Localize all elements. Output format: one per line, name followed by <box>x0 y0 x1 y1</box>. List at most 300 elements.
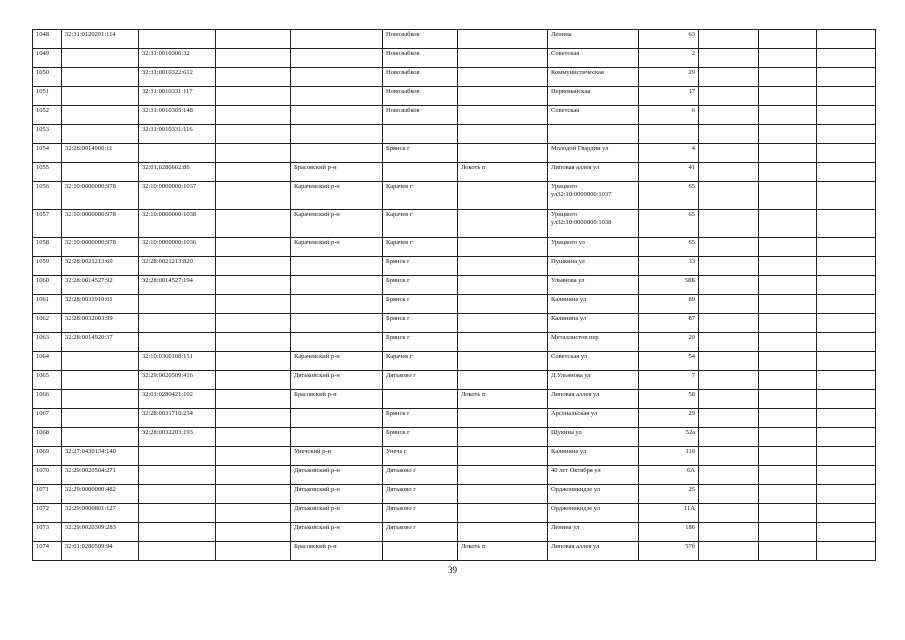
district-cell: Брасовский р-н <box>291 542 383 561</box>
house-number-cell: 65 <box>639 182 699 210</box>
col-12-cell <box>759 371 817 390</box>
row-number-cell: 1069 <box>33 447 62 466</box>
city-cell: Брянск г <box>383 295 458 314</box>
house-number-cell: 29 <box>639 68 699 87</box>
city-cell: Новозыбков <box>383 30 458 49</box>
col-13-cell <box>817 163 876 182</box>
col-4-cell <box>216 210 291 238</box>
col-11-cell <box>699 68 759 87</box>
cadastral-number-cell: 32:28:0021213:69 <box>62 257 139 276</box>
cadastral-number-cell <box>62 428 139 447</box>
col-13-cell <box>817 276 876 295</box>
street-cell: Металлистов пер <box>548 333 639 352</box>
cadastral-number-cell: 32:29:0000801:127 <box>62 504 139 523</box>
settlement-cell <box>458 523 548 542</box>
city-cell: Брянск г <box>383 428 458 447</box>
parcel-number-cell: 32:28:0014527:194 <box>139 276 216 295</box>
street-cell: Пушкина ул <box>548 257 639 276</box>
row-number-cell: 1061 <box>33 295 62 314</box>
col-4-cell <box>216 238 291 257</box>
district-cell: Дятьковский р-н <box>291 371 383 390</box>
parcel-number-cell: 32:31:0010306:32 <box>139 49 216 68</box>
col-13-cell <box>817 466 876 485</box>
city-cell: Новозыбков <box>383 87 458 106</box>
row-number-cell: 1072 <box>33 504 62 523</box>
row-number-cell: 1053 <box>33 125 62 144</box>
city-cell <box>383 542 458 561</box>
col-11-cell <box>699 49 759 68</box>
col-13-cell <box>817 125 876 144</box>
col-4-cell <box>216 276 291 295</box>
house-number-cell: 7 <box>639 371 699 390</box>
settlement-cell: Локоть п <box>458 542 548 561</box>
col-12-cell <box>759 68 817 87</box>
col-4-cell <box>216 314 291 333</box>
col-13-cell <box>817 504 876 523</box>
house-number-cell: 63 <box>639 30 699 49</box>
page-number: 39 <box>448 565 457 575</box>
street-cell: Калинина ул <box>548 447 639 466</box>
cadastral-number-cell: 32:29:0020309:283 <box>62 523 139 542</box>
street-cell: Ленина ул <box>548 523 639 542</box>
table-row <box>33 87 876 106</box>
col-11-cell <box>699 106 759 125</box>
city-cell: Дятьково г <box>383 523 458 542</box>
col-11-cell <box>699 504 759 523</box>
city-cell <box>383 163 458 182</box>
settlement-cell <box>458 87 548 106</box>
table-row <box>33 485 876 504</box>
cadastral-number-cell: 32:28:0014900:11 <box>62 144 139 163</box>
col-11-cell <box>699 485 759 504</box>
district-cell: Карачевский р-н <box>291 182 383 210</box>
street-cell: Урицкого ул32:10:0000000:1037 <box>548 182 639 210</box>
district-cell <box>291 144 383 163</box>
col-4-cell <box>216 352 291 371</box>
col-4-cell <box>216 68 291 87</box>
street-cell: Калинина ул <box>548 295 639 314</box>
col-12-cell <box>759 125 817 144</box>
col-12-cell <box>759 182 817 210</box>
house-number-cell <box>639 125 699 144</box>
table-row <box>33 182 876 210</box>
city-cell: Новозыбков <box>383 68 458 87</box>
district-cell <box>291 333 383 352</box>
street-cell <box>548 125 639 144</box>
city-cell: Дятьково г <box>383 504 458 523</box>
settlement-cell <box>458 409 548 428</box>
col-12-cell <box>759 106 817 125</box>
house-number-cell: 11А <box>639 504 699 523</box>
parcel-number-cell: 32:31:0010305:148 <box>139 106 216 125</box>
city-cell: Карачев г <box>383 352 458 371</box>
district-cell <box>291 409 383 428</box>
parcel-number-cell: 32:10:0360108:151 <box>139 352 216 371</box>
cadastral-number-cell <box>62 163 139 182</box>
col-4-cell <box>216 30 291 49</box>
city-cell <box>383 125 458 144</box>
col-13-cell <box>817 314 876 333</box>
parcel-number-cell: 32:29:0020509:416 <box>139 371 216 390</box>
parcel-number-cell <box>139 504 216 523</box>
col-12-cell <box>759 30 817 49</box>
registry-table <box>32 29 876 561</box>
house-number-cell: 33 <box>639 257 699 276</box>
col-13-cell <box>817 49 876 68</box>
col-4-cell <box>216 87 291 106</box>
city-cell: Карачев г <box>383 210 458 238</box>
row-number-cell: 1052 <box>33 106 62 125</box>
col-13-cell <box>817 428 876 447</box>
col-12-cell <box>759 485 817 504</box>
district-cell: Дятьковский р-н <box>291 504 383 523</box>
col-11-cell <box>699 409 759 428</box>
table-row <box>33 314 876 333</box>
district-cell <box>291 106 383 125</box>
row-number-cell: 1071 <box>33 485 62 504</box>
parcel-number-cell <box>139 144 216 163</box>
col-4-cell <box>216 125 291 144</box>
district-cell: Карачевский р-н <box>291 210 383 238</box>
street-cell: Липовая аллея ул <box>548 542 639 561</box>
row-number-cell: 1060 <box>33 276 62 295</box>
col-13-cell <box>817 542 876 561</box>
col-11-cell <box>699 163 759 182</box>
district-cell: Карачевский р-н <box>291 352 383 371</box>
settlement-cell <box>458 125 548 144</box>
row-number-cell: 1056 <box>33 182 62 210</box>
house-number-cell: 65 <box>639 238 699 257</box>
col-4-cell <box>216 163 291 182</box>
district-cell <box>291 49 383 68</box>
col-4-cell <box>216 182 291 210</box>
house-number-cell: 17 <box>639 87 699 106</box>
settlement-cell: Локоть п <box>458 390 548 409</box>
city-cell: Новозыбков <box>383 106 458 125</box>
col-11-cell <box>699 352 759 371</box>
table-row <box>33 333 876 352</box>
col-12-cell <box>759 333 817 352</box>
col-4-cell <box>216 371 291 390</box>
col-11-cell <box>699 523 759 542</box>
table-row <box>33 352 876 371</box>
cadastral-number-cell <box>62 390 139 409</box>
district-cell <box>291 314 383 333</box>
cadastral-number-cell: 32:10:0000000:978 <box>62 210 139 238</box>
city-cell: Дятьково г <box>383 485 458 504</box>
col-12-cell <box>759 504 817 523</box>
col-12-cell <box>759 447 817 466</box>
col-12-cell <box>759 238 817 257</box>
col-12-cell <box>759 352 817 371</box>
street-cell: Орджоникидзе ул <box>548 485 639 504</box>
row-number-cell: 1050 <box>33 68 62 87</box>
col-4-cell <box>216 390 291 409</box>
street-cell: 40 лет Октября ул <box>548 466 639 485</box>
table-row <box>33 125 876 144</box>
cadastral-number-cell <box>62 371 139 390</box>
table-row <box>33 257 876 276</box>
table-row <box>33 409 876 428</box>
col-13-cell <box>817 485 876 504</box>
row-number-cell: 1073 <box>33 523 62 542</box>
street-cell: Калинина ул <box>548 314 639 333</box>
col-11-cell <box>699 333 759 352</box>
table-row <box>33 68 876 87</box>
settlement-cell <box>458 49 548 68</box>
settlement-cell <box>458 68 548 87</box>
district-cell: Брасовский р-н <box>291 163 383 182</box>
street-cell: Урицкого ул <box>548 238 639 257</box>
district-cell <box>291 30 383 49</box>
cadastral-number-cell <box>62 68 139 87</box>
settlement-cell <box>458 257 548 276</box>
col-11-cell <box>699 390 759 409</box>
col-13-cell <box>817 30 876 49</box>
district-cell <box>291 295 383 314</box>
cadastral-number-cell <box>62 106 139 125</box>
col-13-cell <box>817 352 876 371</box>
parcel-number-cell: 32:28:0021213:820 <box>139 257 216 276</box>
house-number-cell: 6А <box>639 466 699 485</box>
table-row <box>33 210 876 238</box>
col-12-cell <box>759 87 817 106</box>
cadastral-number-cell <box>62 125 139 144</box>
street-cell: Ленина <box>548 30 639 49</box>
street-cell: Советская <box>548 49 639 68</box>
row-number-cell: 1059 <box>33 257 62 276</box>
parcel-number-cell <box>139 314 216 333</box>
col-11-cell <box>699 257 759 276</box>
col-11-cell <box>699 428 759 447</box>
cadastral-number-cell: 32:10:0000000:978 <box>62 238 139 257</box>
row-number-cell: 1066 <box>33 390 62 409</box>
table-row <box>33 238 876 257</box>
row-number-cell: 1065 <box>33 371 62 390</box>
house-number-cell: 89 <box>639 295 699 314</box>
street-cell: Арсенальская ул <box>548 409 639 428</box>
settlement-cell <box>458 371 548 390</box>
table-row <box>33 30 876 49</box>
cadastral-number-cell: 32:10:0000000:978 <box>62 182 139 210</box>
col-13-cell <box>817 523 876 542</box>
col-4-cell <box>216 447 291 466</box>
col-13-cell <box>817 371 876 390</box>
col-13-cell <box>817 68 876 87</box>
parcel-number-cell <box>139 466 216 485</box>
col-11-cell <box>699 295 759 314</box>
street-cell: Советская <box>548 106 639 125</box>
col-11-cell <box>699 314 759 333</box>
row-number-cell: 1068 <box>33 428 62 447</box>
table-row <box>33 542 876 561</box>
city-cell: Брянск г <box>383 276 458 295</box>
settlement-cell <box>458 333 548 352</box>
settlement-cell <box>458 276 548 295</box>
district-cell <box>291 125 383 144</box>
house-number-cell: 87 <box>639 314 699 333</box>
district-cell <box>291 257 383 276</box>
col-4-cell <box>216 542 291 561</box>
col-4-cell <box>216 504 291 523</box>
street-cell: Молодой Гвардии ул <box>548 144 639 163</box>
cadastral-number-cell <box>62 49 139 68</box>
parcel-number-cell: 32:31:0010331:116 <box>139 125 216 144</box>
col-12-cell <box>759 144 817 163</box>
house-number-cell: 58 <box>639 390 699 409</box>
row-number-cell: 1049 <box>33 49 62 68</box>
col-13-cell <box>817 106 876 125</box>
city-cell: Брянск г <box>383 333 458 352</box>
city-cell: Дятьково г <box>383 371 458 390</box>
house-number-cell: 41 <box>639 163 699 182</box>
district-cell: Карачевский р-н <box>291 238 383 257</box>
row-number-cell: 1062 <box>33 314 62 333</box>
col-13-cell <box>817 390 876 409</box>
col-13-cell <box>817 210 876 238</box>
district-cell: Брасовский р-н <box>291 390 383 409</box>
col-11-cell <box>699 276 759 295</box>
cadastral-number-cell: 32:31:0120201:114 <box>62 30 139 49</box>
street-cell: Первомайская <box>548 87 639 106</box>
col-4-cell <box>216 257 291 276</box>
col-13-cell <box>817 447 876 466</box>
table-row <box>33 371 876 390</box>
parcel-number-cell: 32:28:0031710:234 <box>139 409 216 428</box>
table-row <box>33 295 876 314</box>
col-13-cell <box>817 257 876 276</box>
street-cell: Д.Ульянова ул <box>548 371 639 390</box>
house-number-cell: 20 <box>639 333 699 352</box>
parcel-number-cell <box>139 523 216 542</box>
settlement-cell <box>458 182 548 210</box>
street-cell: Орджоникидзе ул <box>548 504 639 523</box>
parcel-number-cell: 32:28:0032203:193 <box>139 428 216 447</box>
district-cell: Дятьковский р-н <box>291 523 383 542</box>
col-12-cell <box>759 314 817 333</box>
street-cell: Щукина ул <box>548 428 639 447</box>
col-12-cell <box>759 163 817 182</box>
table-row <box>33 447 876 466</box>
row-number-cell: 1070 <box>33 466 62 485</box>
col-13-cell <box>817 182 876 210</box>
table-row <box>33 390 876 409</box>
col-12-cell <box>759 210 817 238</box>
district-cell <box>291 68 383 87</box>
col-13-cell <box>817 333 876 352</box>
street-cell: Советская ул <box>548 352 639 371</box>
house-number-cell: 57б <box>639 542 699 561</box>
col-11-cell <box>699 30 759 49</box>
house-number-cell: 110 <box>639 447 699 466</box>
city-cell: Дятьково г <box>383 466 458 485</box>
parcel-number-cell: 32:10:0000000:1036 <box>139 238 216 257</box>
house-number-cell: 2 <box>639 49 699 68</box>
col-4-cell <box>216 466 291 485</box>
cadastral-number-cell <box>62 409 139 428</box>
table-row <box>33 523 876 542</box>
col-4-cell <box>216 523 291 542</box>
cadastral-number-cell: 32:28:0031910:61 <box>62 295 139 314</box>
parcel-number-cell: 32:01:0280421:102 <box>139 390 216 409</box>
col-11-cell <box>699 210 759 238</box>
cadastral-number-cell <box>62 352 139 371</box>
row-number-cell: 1055 <box>33 163 62 182</box>
col-12-cell <box>759 466 817 485</box>
settlement-cell <box>458 504 548 523</box>
cadastral-number-cell: 32:29:0020504:271 <box>62 466 139 485</box>
house-number-cell: 29 <box>639 409 699 428</box>
col-12-cell <box>759 49 817 68</box>
street-cell: Ульянова ул <box>548 276 639 295</box>
parcel-number-cell <box>139 485 216 504</box>
settlement-cell: Локоть п <box>458 163 548 182</box>
settlement-cell <box>458 238 548 257</box>
cadastral-number-cell <box>62 87 139 106</box>
district-cell: Дятьковский р-н <box>291 466 383 485</box>
col-13-cell <box>817 87 876 106</box>
col-11-cell <box>699 371 759 390</box>
cadastral-number-cell: 32:28:0014527:92 <box>62 276 139 295</box>
col-4-cell <box>216 333 291 352</box>
city-cell: Карачев г <box>383 182 458 210</box>
parcel-number-cell <box>139 295 216 314</box>
row-number-cell: 1064 <box>33 352 62 371</box>
settlement-cell <box>458 30 548 49</box>
street-cell: Липовая аллея ул <box>548 390 639 409</box>
cadastral-number-cell: 32:28:0014920:37 <box>62 333 139 352</box>
row-number-cell: 1057 <box>33 210 62 238</box>
house-number-cell: 65 <box>639 210 699 238</box>
cadastral-number-cell: 32:29:0000000:482 <box>62 485 139 504</box>
col-11-cell <box>699 542 759 561</box>
city-cell: Брянск г <box>383 409 458 428</box>
col-11-cell <box>699 466 759 485</box>
settlement-cell <box>458 314 548 333</box>
col-4-cell <box>216 106 291 125</box>
table-row <box>33 466 876 485</box>
row-number-cell: 1063 <box>33 333 62 352</box>
row-number-cell: 1048 <box>33 30 62 49</box>
col-11-cell <box>699 238 759 257</box>
parcel-number-cell: 32:01:0280602:86 <box>139 163 216 182</box>
house-number-cell: 52а <box>639 428 699 447</box>
settlement-cell <box>458 485 548 504</box>
cadastral-number-cell: 32:27:0430134:140 <box>62 447 139 466</box>
parcel-number-cell <box>139 447 216 466</box>
col-13-cell <box>817 409 876 428</box>
city-cell: Новозыбков <box>383 49 458 68</box>
city-cell: Брянск г <box>383 144 458 163</box>
col-11-cell <box>699 447 759 466</box>
col-11-cell <box>699 182 759 210</box>
row-number-cell: 1058 <box>33 238 62 257</box>
street-cell: Коммунистическая <box>548 68 639 87</box>
row-number-cell: 1067 <box>33 409 62 428</box>
city-cell: Брянск г <box>383 257 458 276</box>
parcel-number-cell: 32:31:0010331:117 <box>139 87 216 106</box>
settlement-cell <box>458 466 548 485</box>
city-cell: Брянск г <box>383 314 458 333</box>
street-cell: Урицкого ул32:10:0000000:1038 <box>548 210 639 238</box>
col-4-cell <box>216 428 291 447</box>
col-12-cell <box>759 257 817 276</box>
col-12-cell <box>759 409 817 428</box>
col-11-cell <box>699 125 759 144</box>
settlement-cell <box>458 144 548 163</box>
table-row <box>33 428 876 447</box>
col-4-cell <box>216 144 291 163</box>
